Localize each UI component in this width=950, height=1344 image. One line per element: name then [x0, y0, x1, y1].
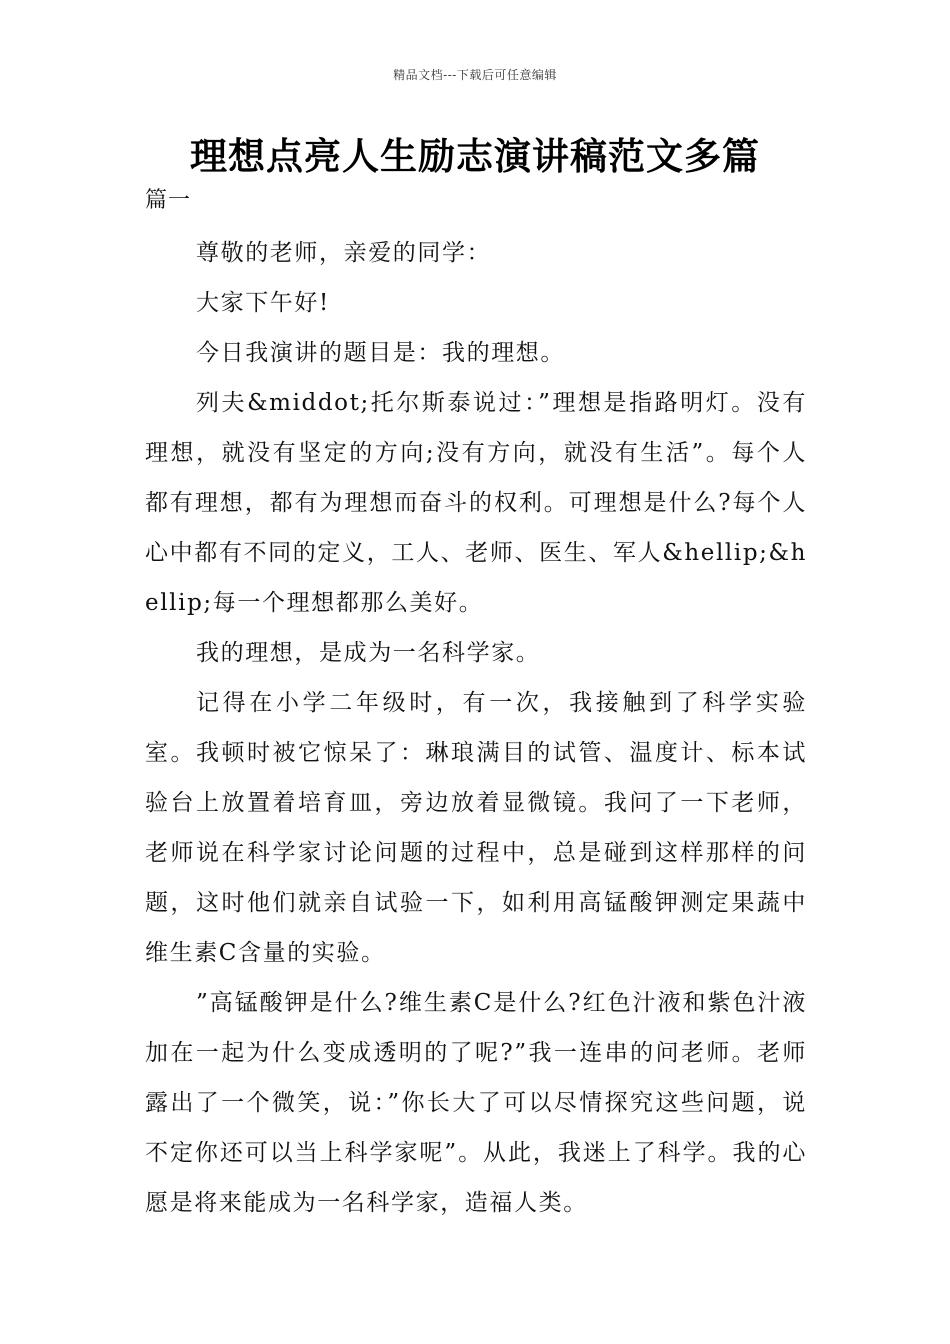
paragraph-salutation: 大家下午好!: [196, 290, 330, 316]
paragraph-my-ideal: 我的理想，是成为一名科学家。: [196, 640, 541, 666]
paragraph-greeting: 尊敬的老师，亲爱的同学：: [196, 240, 492, 266]
paragraph-topic: 今日我演讲的题目是：我的理想。: [196, 340, 565, 366]
document-title: 理想点亮人生励志演讲稿范文多篇: [190, 135, 760, 178]
paragraph-quote: 列夫&middot;托尔斯泰说过：”理想是指路明灯。没有理想，就没有坚定的方向;没有方向，就没有生活”。每个人都有理想，都有为理想而奋斗的权利。可理想是什么?每个人心中都有不同的定义，工人、老师、医生、军人&hellip;&hellip;每一个理想都那么美好。: [145, 390, 807, 616]
header-note: 精品文档---下载后可任意编辑: [393, 68, 557, 82]
paragraph-lab-memory: 记得在小学二年级时，有一次，我接触到了科学实验室。我顿时被它惊呆了：琳琅满目的试管、温度计、标本试验台上放置着培育皿，旁边放着显微镜。我问了一下老师，老师说在科学家讨论问题的过程中，总是碰到这样那样的问题，这时他们就亲自试验一下，如利用高锰酸钾测定果蔬中维生素C含量的实验。: [145, 690, 807, 966]
document-body: [145, 228, 807, 1228]
paragraph-questions: ”高锰酸钾是什么?维生素C是什么?红色汁液和紫色汁液加在一起为什么变成透明的了呢?”我一连串的问老师。老师露出了一个微笑，说：”你长大了可以尽情探究这些问题，说不定你还可以当上科学家呢”。从此，我迷上了科学。我的心愿是将来能成为一名科学家，造福人类。: [145, 990, 807, 1216]
section-label: 篇一: [145, 188, 192, 213]
